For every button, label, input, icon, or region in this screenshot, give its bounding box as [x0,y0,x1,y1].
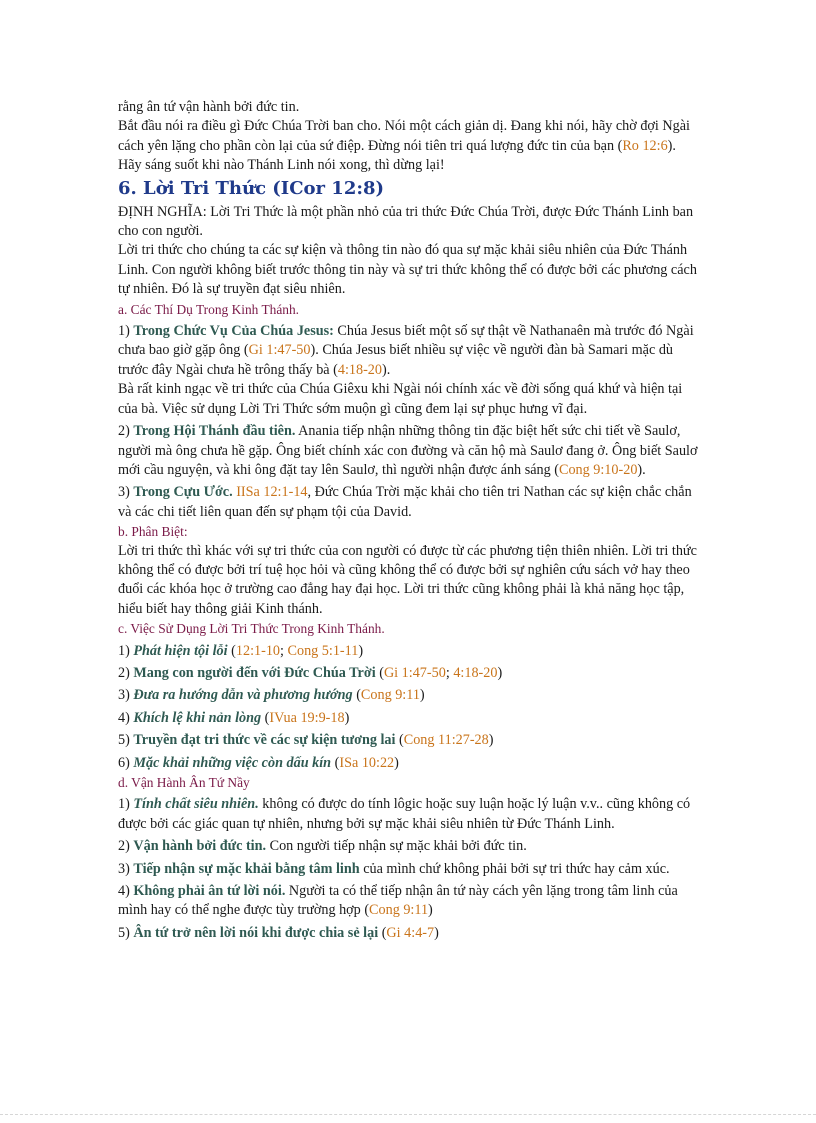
item-number: 2) [118,838,134,855]
item-title: Tính chất siêu nhiên. [133,796,259,813]
text: Anania tiếp nhận những thông tin đặc biệt hết sức chi tiết về Saulơ, người mà ông chưa hề gặp. Ông biết chính xác con đường và căn hộ mà Saulơ đang ở. Ông biết Saulơ mới cầu nguyện, và khi ông đặt tay lên Saulơ, thì người nhận được ánh sáng ( [118,423,698,478]
text: Người ta có thể tiếp nhận ân tứ này cách yên lặng trong tâm linh của mình hay có thể nghe được tùy trường hợp ( [118,883,678,919]
item-number: 2) [118,423,134,440]
item-number: 5) [118,732,134,749]
subheading-text: b. Phân Biệt: [118,524,188,540]
scripture-ref-link[interactable]: Cong 11:27-28 [403,732,489,749]
text: Lời tri thức thì khác với sự tri thức của con người có được từ các phương tiện thiên nhiên. Lời tri thức không thể có được bởi trí tuệ học hỏi và cũng không thể có được bởi sự nghiên cứu sách vở hay theo đuổi các khóa học ở trường cao đẳng hay đại học. Lời tri thức cũng không phải là khả năng học tập, hiểu biết hay thông giải Kinh thánh. [118,542,697,617]
text: ĐỊNH NGHĨA: Lời Tri Thức là một phần nhỏ của tri thức Đức Chúa Trời, được Đức Thánh Linh ban cho con người. [118,203,694,240]
paragraph [118,380,702,419]
item-title: Trong Cựu Ước. [133,484,233,501]
paragraph [118,241,702,299]
text: Chúa Jesus biết một số sự thật về Nathanaên mà trước đó Ngài chưa bao giờ gặp ông ( [118,323,694,359]
text: ) [358,642,364,659]
definition-paragraph [118,203,702,242]
list-item [118,422,702,480]
list-item [118,642,702,661]
text: ). [637,461,646,478]
scripture-ref-link[interactable]: 4:18-20 [337,361,382,378]
item-title: Trong Chức Vụ Của Chúa Jesus: [133,323,334,340]
item-title: Ân tứ trở nên lời nói khi được chia sẻ lại [133,924,379,941]
text: Bắt đầu nói ra điều gì Đức Chúa Trời ban cho. Nói một cách giản dị. Đang khi nói, hãy chờ đợi Ngài cách yên lặng cho phần còn lại của sứ điệp. Đừng nói tiên tri quá lượng đức tin của bạn ( [118,118,690,154]
text: ( [395,732,404,749]
list-item [118,924,702,943]
item-number: 1) [118,323,134,340]
item-number: 3) [118,484,134,501]
item-title: Mặc khải những việc còn dấu kín [133,754,332,771]
list-item [118,709,702,728]
scripture-ref-link[interactable]: Gi 4:4-7 [386,924,435,941]
item-number: 4) [118,709,134,726]
text: của mình chứ không phải bởi sự tri thức hay cảm xúc. [359,860,670,877]
item-number: 2) [118,664,134,681]
section-heading [118,177,702,201]
subheading-text: a. Các Thí Dụ Trong Kinh Thánh. [118,301,300,317]
item-title: Truyền đạt tri thức về các sự kiện tương lai [133,732,396,749]
item-title: Phát hiện tội lỗi [133,642,228,659]
paragraph [118,117,702,175]
item-title: Khích lệ khi nản lòng [133,709,262,726]
item-number: 4) [118,883,134,900]
text: ( [375,664,384,681]
list-item [118,322,702,380]
text: Lời tri thức cho chúng ta các sự kiện và thông tin nào đó qua sự mặc khải siêu nhiên của Đức Thánh Linh. Con người không biết trước thông tin này và sự tri thức không thể có được bởi các phương cách tự nhiên. Đó là sự truyền đạt siêu nhiên. [118,242,697,298]
paragraph [118,98,702,117]
text: ( [261,709,270,726]
subheading-text: d. Vận Hành Ân Tứ Nầy [118,775,250,790]
scripture-ref-link[interactable]: Cong 9:11 [369,902,429,919]
scripture-ref-link[interactable]: 12:1-10 [235,642,281,659]
scripture-ref-link[interactable]: Cong 9:10-20 [558,461,638,478]
scripture-ref-link[interactable]: IISa 12:1-14 [236,484,308,501]
subheading-uses [118,619,702,638]
subheading-examples [118,300,702,319]
text: rằng ân tứ vận hành bởi đức tin. [118,99,300,115]
item-number: 1) [118,796,134,813]
document-page [118,98,702,943]
item-number: 6) [118,754,134,771]
text: ( [227,642,236,659]
list-item [118,664,702,683]
text: ). [382,361,391,378]
text: ). Hãy sáng suốt khi nào Thánh Linh nói xong, thì dừng lại! [118,137,676,174]
text: ). Chúa Jesus biết nhiều sự việc về người đàn bà Samari mặc dù trước đây Ngài chưa hề trông thấy bà ( [118,342,674,378]
scripture-ref-link[interactable]: Gi 1:47-50 [383,664,446,681]
item-title: Trong Hội Thánh đầu tiên. [133,423,296,440]
scripture-ref-link[interactable]: Cong 9:11 [360,687,420,704]
scripture-ref-link[interactable]: ISa 10:22 [339,754,395,771]
scripture-ref-link[interactable]: Cong 5:1-11 [287,642,359,659]
text: ) [344,709,350,726]
item-number: 3) [118,687,134,704]
item-number: 3) [118,860,134,877]
text: ; [280,642,288,659]
scripture-ref-link[interactable]: Ro 12:6 [622,137,668,154]
text: ) [488,732,494,749]
item-title: Đưa ra hướng dẫn và phương hướng [133,687,353,704]
text: Bà rất kinh ngạc về tri thức của Chúa Giêxu khi Ngài nói chính xác về đời sống quá khứ và hiện tại của bà. Việc sử dụng Lời Tri Thức sớm muộn gì cũng đem lại sự phục hưng vĩ đại. [118,381,683,417]
subheading-text: c. Việc Sử Dụng Lời Tri Thức Trong Kinh Thánh. [118,621,385,637]
list-item [118,795,702,834]
item-number: 5) [118,924,134,941]
text: ) [497,664,503,681]
page-bottom-divider [0,1114,816,1115]
text: ) [434,924,439,941]
text: không có được do tính lôgic hoặc suy luận hoặc lý luận v.v.. cũng không có được bởi các giác quan tự nhiên, nhưng bởi sự mặc khải siêu nhiên từ Đức Thánh Linh. [118,796,691,832]
text: ( [331,754,340,771]
scripture-ref-link[interactable]: 4:18-20 [453,664,498,681]
list-item [118,837,702,856]
list-item [118,483,702,522]
item-title: Mang con người đến với Đức Chúa Trời [133,664,376,681]
text: ) [419,687,425,704]
list-item [118,731,702,750]
paragraph [118,542,702,620]
scripture-ref-link[interactable]: IVua 19:9-18 [269,709,345,726]
list-item [118,754,702,773]
text: ) [428,902,433,919]
text: , Đức Chúa Trời mặc khải cho tiên tri Nathan các sự kiện chắc chắn và các chi tiết liên quan đến sự phạm tội của David. [118,484,692,520]
text: ; [445,664,454,681]
item-title: Tiếp nhận sự mặc khải bằng tâm linh [133,860,360,877]
list-item [118,860,702,879]
subheading-distinction [118,522,702,541]
text: ( [378,924,387,941]
text: ( [352,687,361,704]
subheading-operation [118,773,702,792]
text: Con người tiếp nhận sự mặc khải bởi đức tin. [266,838,527,855]
scripture-ref-link[interactable]: Gi 1:47-50 [248,342,311,359]
text: ) [394,754,399,771]
list-item [118,686,702,705]
item-number: 1) [118,642,134,659]
item-title: Không phải ân tứ lời nói. [133,883,286,900]
list-item [118,882,702,921]
item-title: Vận hành bởi đức tin. [133,838,267,855]
heading-text: 6. Lời Tri Thức (ICor 12:8) [118,177,385,199]
